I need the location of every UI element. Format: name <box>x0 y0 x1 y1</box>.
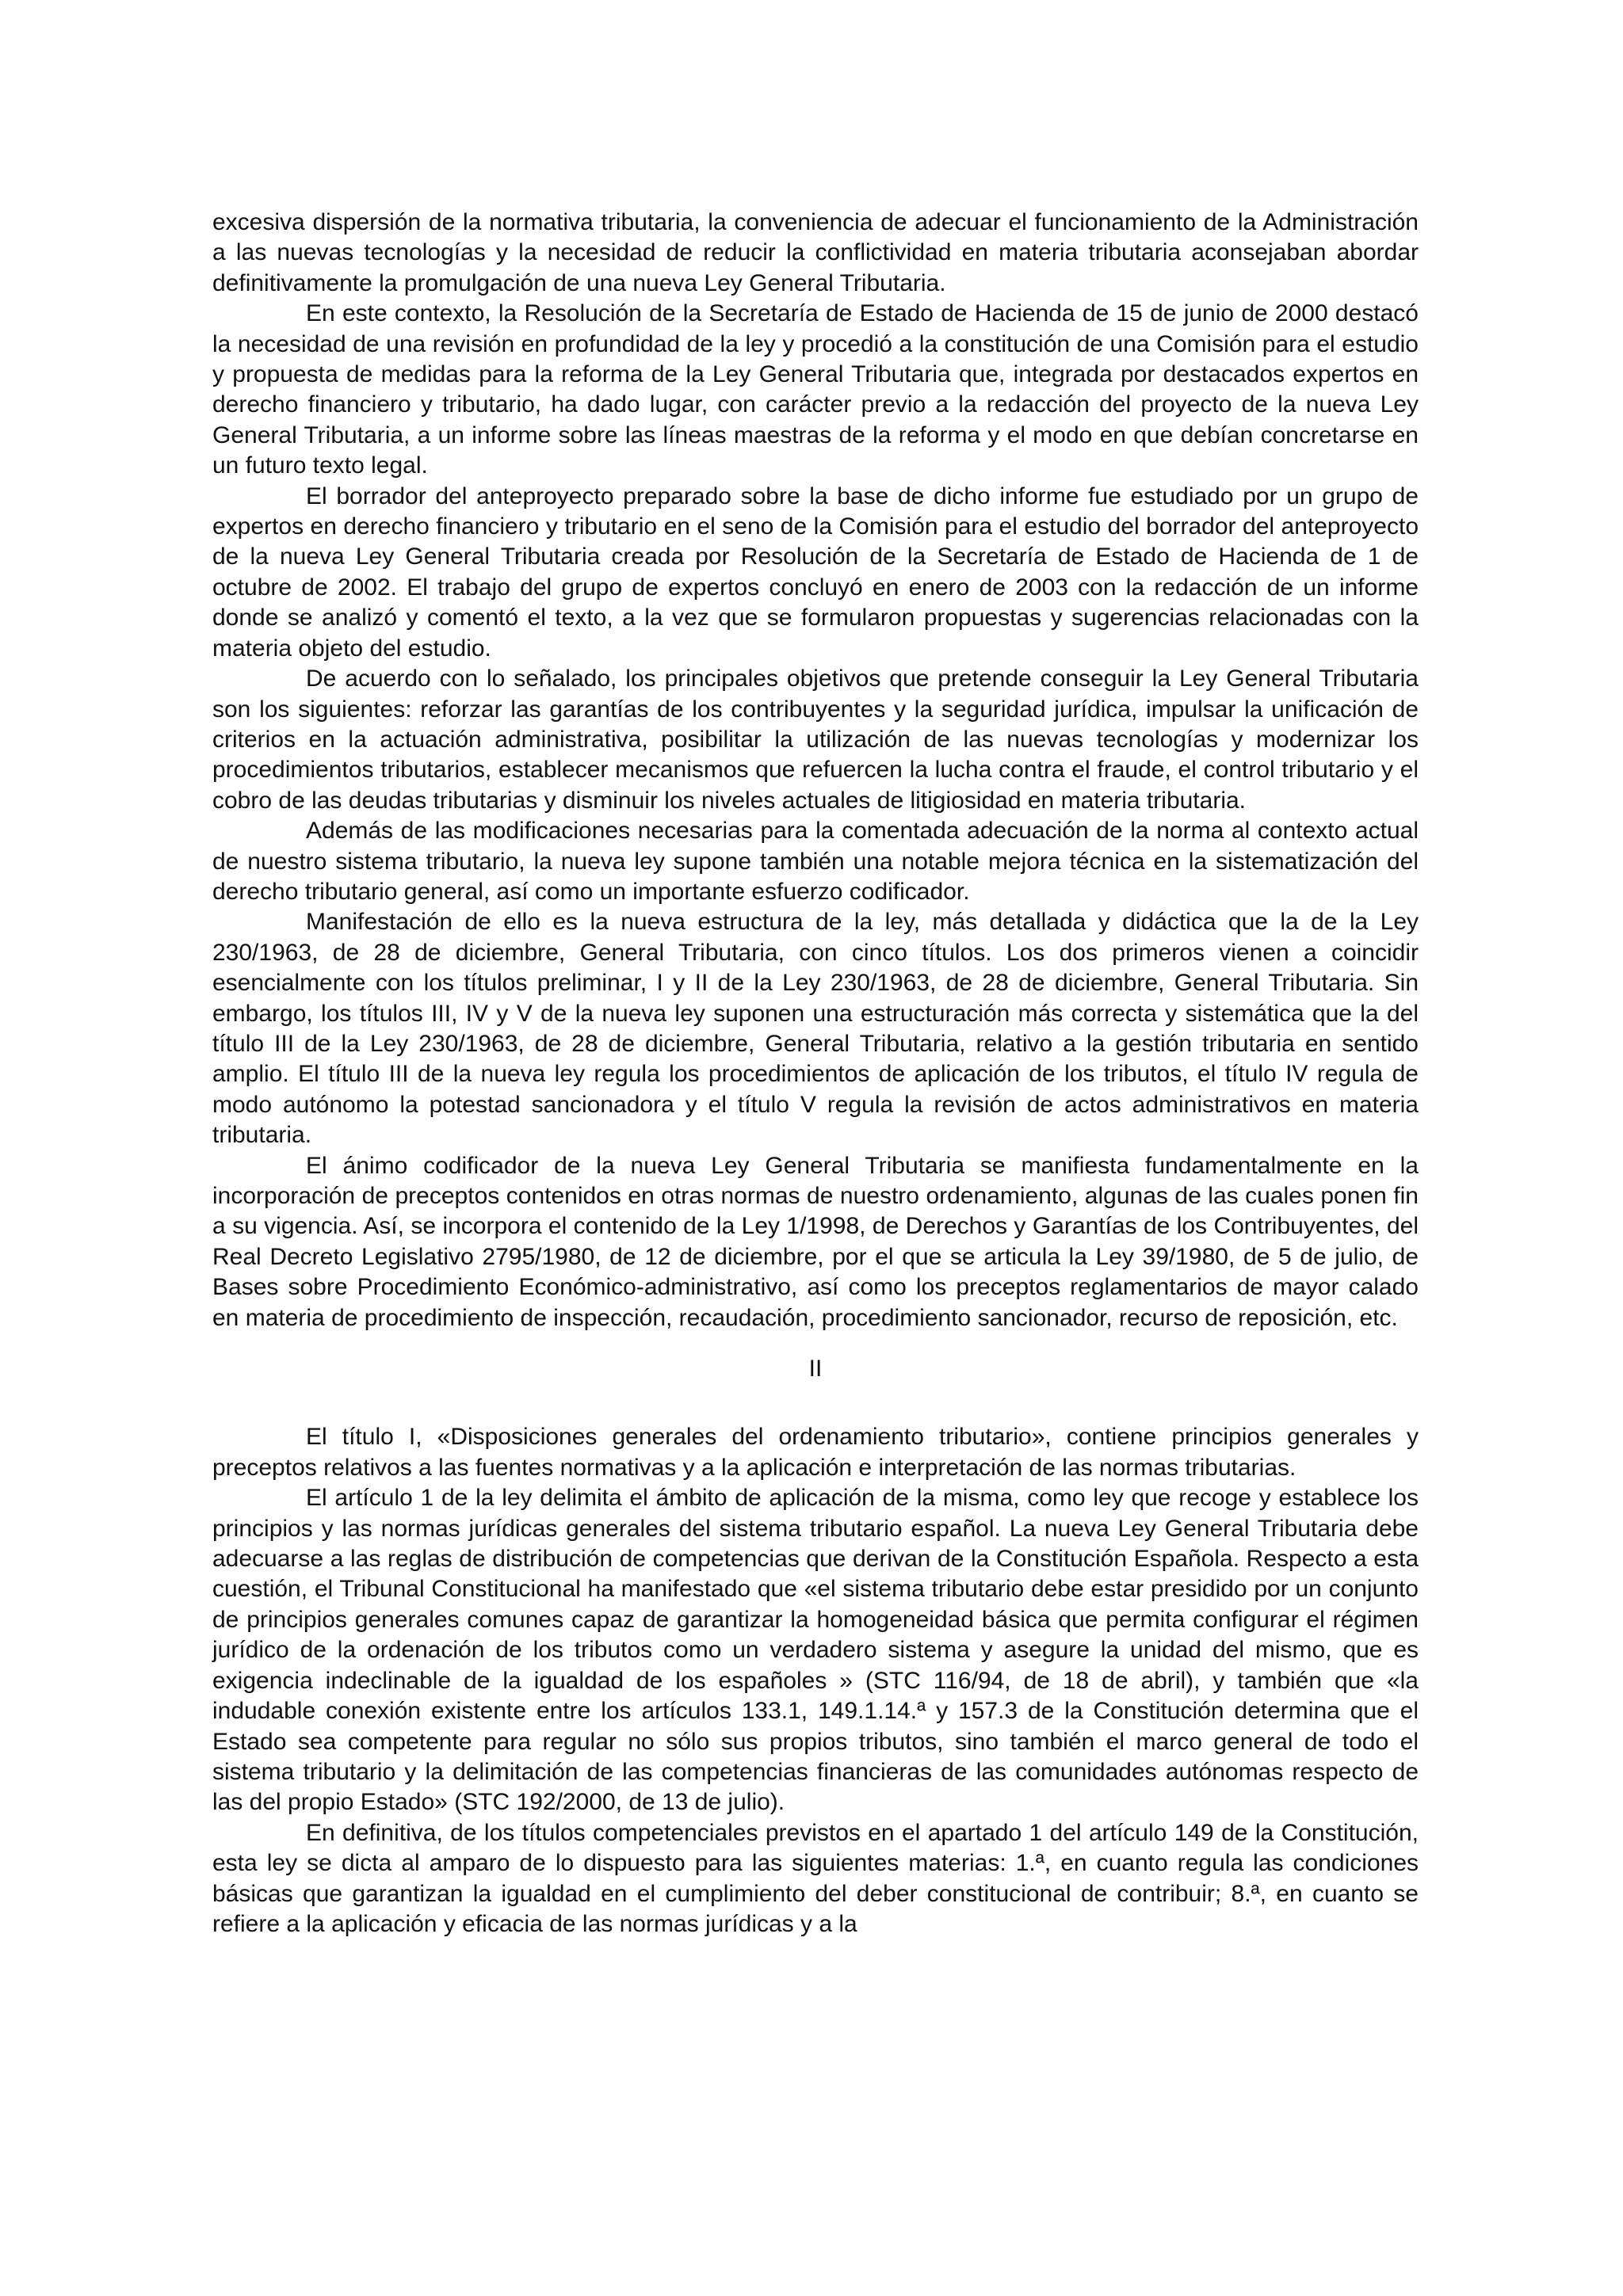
paragraph: El artículo 1 de la ley delimita el ámbito de aplicación de la misma, como ley que recoge y establece los principios y las normas jurídicas generales del sistema tributario español. La nueva Ley General Tributaria debe adecuarse a las reglas de distribución de competencias que derivan de la Constitución Española. Respecto a esta cuestión, el Tribunal Constitucional ha manifestado que «el sistema tributario debe estar presidido por un conjunto de principios generales comunes capaz de garantizar la homogeneidad básica que permita configurar el régimen jurídico de la ordenación de los tributos como un verdadero sistema y asegure la unidad del mismo, que es exigencia indeclinable de la igualdad de los españoles » (STC 116/94, de 18 de abril), y también que «la indudable conexión existente entre los artículos 133.1, 149.1.14.ª y 157.3 de la Constitución determina que el Estado sea competente para regular no sólo sus propios tributos, sino también el marco general de todo el sistema tributario y la delimitación de las competencias financieras de las comunidades autónomas respecto de las del propio Estado» (STC 192/2000, de 13 de julio). <box>212 1485 1419 1816</box>
section-heading: II <box>808 1356 823 1383</box>
section-2 <box>212 1422 1419 1939</box>
paragraph: Además de las modificaciones necesarias para la comentada adecuación de la norma al contexto actual de nuestro sistema tributario, la nueva ley supone también una notable mejora técnica en la sistematización del derecho tributario general, así como un importante esfuerzo codificador. <box>212 818 1419 905</box>
paragraph: De acuerdo con lo señalado, los principales objetivos que pretende conseguir la Ley General Tributaria son los siguientes: reforzar las garantías de los contribuyentes y la seguridad jurídica, impulsar la unificación de criterios en la actuación administrativa, posibilitar la utilización de las nuevas tecnologías y modernizar los procedimientos tributarios, establecer mecanismos que refuercen la lucha contra el fraude, el control tributario y el cobro de las deudas tributarias y disminuir los niveles actuales de litigiosidad en materia tributaria. <box>212 666 1419 814</box>
paragraph: En este contexto, la Resolución de la Secretaría de Estado de Hacienda de 15 de junio de 2000 destacó la necesidad de una revisión en profundidad de la ley y procedió a la constitución de una Comisión para el estudio y propuesta de medidas para la reforma de la Ley General Tributaria que, integrada por destacados expertos en derecho financiero y tributario, ha dado lugar, con carácter previo a la redacción del proyecto de la nueva Ley General Tributaria, a un informe sobre las líneas maestras de la reforma y el modo en que debían concretarse en un futuro texto legal. <box>212 300 1419 479</box>
paragraph: El borrador del anteproyecto preparado sobre la base de dicho informe fue estudiado por un grupo de expertos en derecho financiero y tributario en el seno de la Comisión para el estudio del borrador del anteproyecto de la nueva Ley General Tributaria creada por Resolución de la Secretaría de Estado de Hacienda de 1 de octubre de 2002. El trabajo del grupo de expertos concluyó en enero de 2003 con la redacción de un informe donde se analizó y comentó el texto, a la vez que se formularon propuestas y sugerencias relacionadas con la materia objeto del estudio. <box>212 482 1419 662</box>
paragraph: Manifestación de ello es la nueva estructura de la ley, más detallada y didáctica que la de la Ley 230/1963, de 28 de diciembre, General Tributaria, con cinco títulos. Los dos primeros vienen a coincidir esencialmente con los títulos preliminar, I y II de la Ley 230/1963, de 28 de diciembre, General Tributaria. Sin embargo, los títulos III, IV y V de la nueva ley suponen una estructuración más correcta y sistemática que la del título III de la Ley 230/1963, de 28 de diciembre, General Tributaria, relativo a la gestión tributaria en sentido amplio. El título III de la nueva ley regula los procedimientos de aplicación de los tributos, el título IV regula de modo autónomo la potestad sancionadora y el título V regula la revisión de actos administrativos en materia tributaria. <box>212 909 1419 1149</box>
document-body <box>212 208 1419 1939</box>
paragraph: El título I, «Disposiciones generales del ordenamiento tributario», contiene principios generales y preceptos relativos a las fuentes normativas y a la aplicación e interpretación de las normas tributarias. <box>212 1424 1419 1481</box>
section-1 <box>212 208 1419 1333</box>
paragraph: En definitiva, de los títulos competenciales previstos en el apartado 1 del artículo 149 de la Constitución, esta ley se dicta al amparo de lo dispuesto para las siguientes materias: 1.ª, en cuanto regula las condiciones básicas que garantizan la igualdad en el cumplimiento del deber constitucional de contribuir; 8.ª, en cuanto se refiere a la aplicación y eficacia de las normas jurídicas y a la <box>212 1819 1419 1937</box>
paragraph: excesiva dispersión de la normativa tributaria, la conveniencia de adecuar el funcionamiento de la Administración a las nuevas tecnologías y la necesidad de reducir la conflictividad en materia tributaria aconsejaban abordar definitivamente la promulgación de una nueva Ley General Tributaria. <box>212 209 1419 296</box>
paragraph: El ánimo codificador de la nueva Ley General Tributaria se manifiesta fundamentalmente en la incorporación de preceptos contenidos en otras normas de nuestro ordenamiento, algunas de las cuales ponen fin a su vigencia. Así, se incorpora el contenido de la Ley 1/1998, de Derechos y Garantías de los Contribuyentes, del Real Decreto Legislativo 2795/1980, de 12 de diciembre, por el que se articula la Ley 39/1980, de 5 de julio, de Bases sobre Procedimiento Económico-administrativo, así como los preceptos reglamentarios de mayor calado en materia de procedimiento de inspección, recaudación, procedimiento sancionador, recurso de reposición, etc. <box>212 1152 1419 1331</box>
